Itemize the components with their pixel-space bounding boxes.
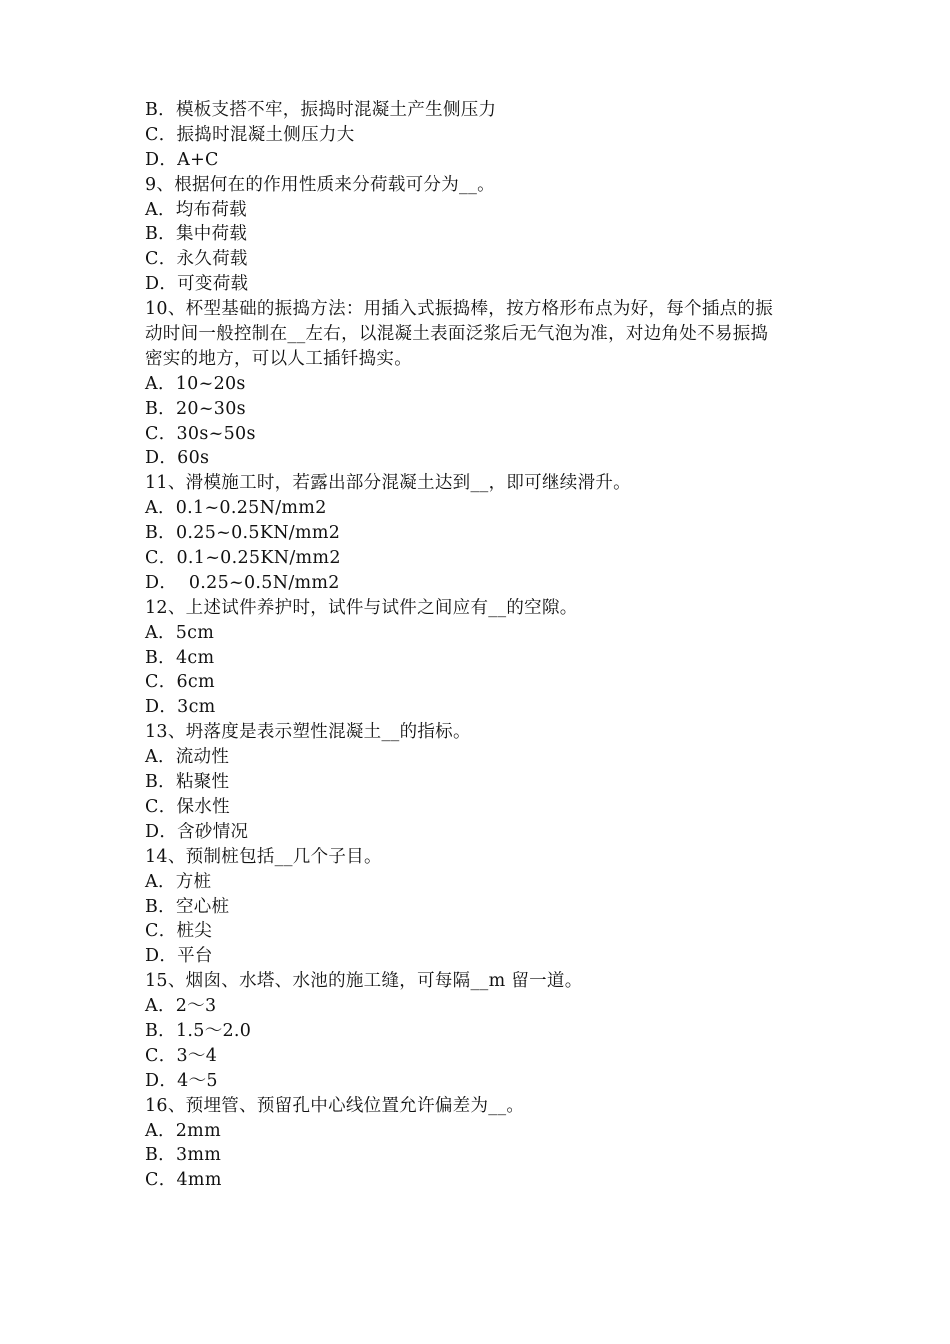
answer-option: B．粘聚性 xyxy=(145,772,230,793)
answer-option: C．4mm xyxy=(145,1170,222,1191)
answer-option: D．含砂情况 xyxy=(145,821,249,842)
answer-option: A．0.1~0.25N/mm2 xyxy=(145,498,327,519)
question-text-line: 13、坍落度是表示塑性混凝土__的指标。 xyxy=(145,722,471,743)
question-text-line: 15、烟囱、水塔、水池的施工缝，可每隔__m 留一道。 xyxy=(145,971,583,992)
answer-option: B．1.5～2.0 xyxy=(145,1020,252,1041)
question-text-line: 12、上述试件养护时，试件与试件之间应有__的空隙。 xyxy=(145,597,578,618)
document-page xyxy=(145,98,825,1193)
answer-option: D． 0.25~0.5N/mm2 xyxy=(145,572,340,593)
answer-option: B．4cm xyxy=(145,647,215,668)
answer-option: C．0.1~0.25KN/mm2 xyxy=(145,548,341,569)
answer-option: A．流动性 xyxy=(145,747,230,768)
answer-option: C．保水性 xyxy=(145,796,230,817)
question-text-line: 动时间一般控制在__左右，以混凝土表面泛浆后无气泡为准，对边角处不易振捣 xyxy=(145,324,769,345)
answer-option: C．30s~50s xyxy=(145,423,256,444)
answer-option: B．模板支搭不牢，振捣时混凝土产生侧压力 xyxy=(145,100,497,120)
answer-option: A．方桩 xyxy=(145,871,212,892)
question-text-line: 9、根据何在的作用性质来分荷载可分为__。 xyxy=(145,174,495,195)
answer-option: B．0.25~0.5KN/mm2 xyxy=(145,523,341,544)
answer-option: C．3～4 xyxy=(145,1045,218,1066)
answer-option: D．3cm xyxy=(145,697,216,718)
answer-option: B．20~30s xyxy=(145,398,246,419)
answer-option: A．2～3 xyxy=(145,996,217,1017)
answer-option: A．5cm xyxy=(145,622,215,643)
answer-option: C．6cm xyxy=(145,672,215,693)
question-text-line: 14、预制桩包括__几个子目。 xyxy=(145,846,382,867)
answer-option: D．60s xyxy=(145,448,210,469)
answer-option: A．2mm xyxy=(145,1120,221,1141)
question-text-line: 密实的地方，可以人工插钎捣实。 xyxy=(145,348,412,369)
answer-option: B．集中荷载 xyxy=(145,224,248,245)
answer-option: A．均布荷载 xyxy=(145,199,247,220)
answer-option: D．4～5 xyxy=(145,1070,218,1091)
answer-option: C．桩尖 xyxy=(145,921,213,942)
answer-option: B．空心桩 xyxy=(145,896,230,917)
answer-option: A．10~20s xyxy=(145,373,246,394)
question-text-line: 10、杯型基础的振捣方法：用插入式振捣棒，按方格形布点为好，每个插点的振 xyxy=(145,299,774,320)
question-text-line: 11、滑模施工时，若露出部分混凝土达到__，即可继续滑升。 xyxy=(145,473,631,494)
question-text-line: 16、预埋管、预留孔中心线位置允许偏差为__。 xyxy=(145,1095,525,1116)
answer-option: D．A+C xyxy=(145,149,219,170)
answer-option: C．永久荷载 xyxy=(145,249,248,270)
answer-option: B．3mm xyxy=(145,1145,222,1166)
answer-option: C．振捣时混凝土侧压力大 xyxy=(145,124,355,145)
answer-option: D．平台 xyxy=(145,946,213,967)
answer-option: D．可变荷载 xyxy=(145,274,249,295)
